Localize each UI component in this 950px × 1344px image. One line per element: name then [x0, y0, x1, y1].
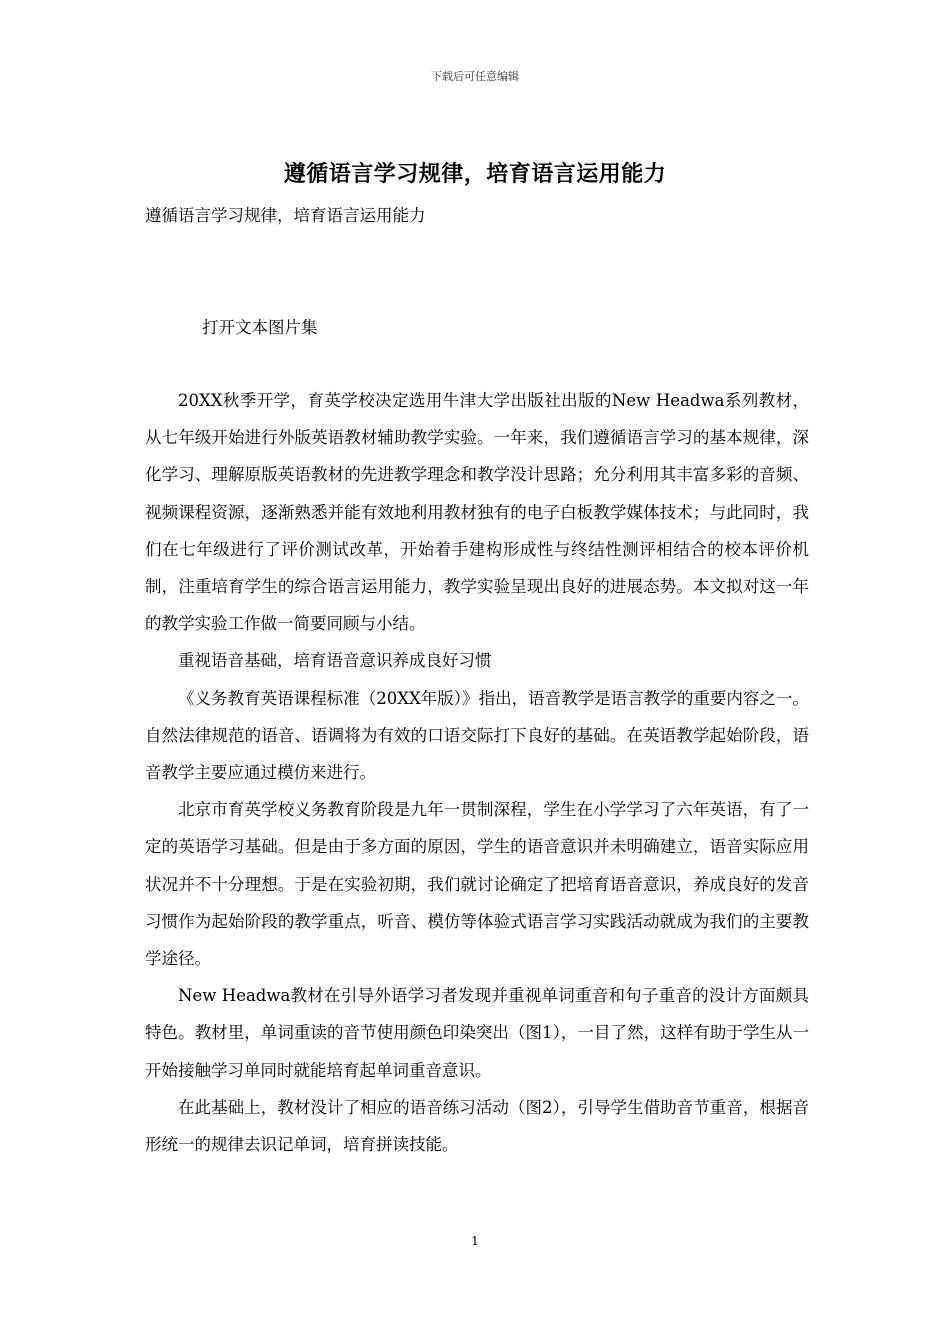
body-paragraph-intro: 20XX秋季开学，育英学校决定选用牛津大学出版社出版的New Headwa系列教材，从七年级开始进行外版英语教材辅助教学实验。一年来，我们遵循语言学习的基本规律，深化学习、理解原版英语教材的先进教学理念和教学没计思路；允分利用其丰富多彩的音频、视频课程资源，逐渐熟悉并能有效地利用教材独有的电子白板教学媒体技术；与此同时，我们在七年级进行了评价测试改革，开始着手建构形成性与终结性测评相结合的校本评价机制，注重培育学生的综合语言运用能力，教学实验呈现出良好的进展态势。本文拟对这一年的教学实验工作做一简要同顾与小结。	[145, 391, 809, 634]
section-heading-phonetics: 重视语音基础，培育语音意识养成良好习惯	[178, 651, 492, 671]
open-image-gallery-link[interactable]: 打开文本图片集	[202, 318, 318, 337]
body-paragraph-practice-activities: 在此基础上，教材没计了相应的语音练习活动（图2），引导学生借助音节重音，根据音形统一的规律去识记单词，培育拼读技能。	[145, 1097, 809, 1155]
document-subtitle: 遵循语言学习规律，培育语言运用能力	[145, 206, 426, 225]
page-number: 1	[471, 1234, 479, 1248]
body-paragraph-curriculum-standard: 《义务教育英语课程标准（20XX年版）》指出，语音教学是语言教学的重要内容之一。自然法律规范的语音、语调将为有效的口语交际打下良好的基础。在英语教学起始阶段，语音教学主要应通过模仿来进行。	[145, 688, 809, 783]
document-title: 遵循语言学习规律，培育语言运用能力	[283, 162, 667, 187]
document-body	[145, 382, 809, 1163]
page-header-note: 下载后可任意编辑	[431, 70, 519, 83]
body-paragraph-textbook-stress: New Headwa教材在引导外语学习者发现并重视单词重音和句子重音的没计方面颇具特色。教材里，单词重读的音节使用颜色印染突出（图1），一目了然，这样有助于学生从一开始接触学习单同时就能培育起单词重音意识。	[145, 986, 809, 1080]
body-paragraph-school-background: 北京市育英学校义务教育阶段是九年一贯制深程，学生在小学学习了六年英语，有了一定的英语学习基础。但是由于多方面的原因，学生的语音意识并未明确建立，语音实际应用状况并不十分理想。于是在实验初期，我们就讨论确定了把培育语音意识，养成良好的发音习惯作为起始阶段的教学重点，听音、模仿等体验式语言学习实践活动就成为我们的主要教学途径。	[145, 800, 809, 969]
